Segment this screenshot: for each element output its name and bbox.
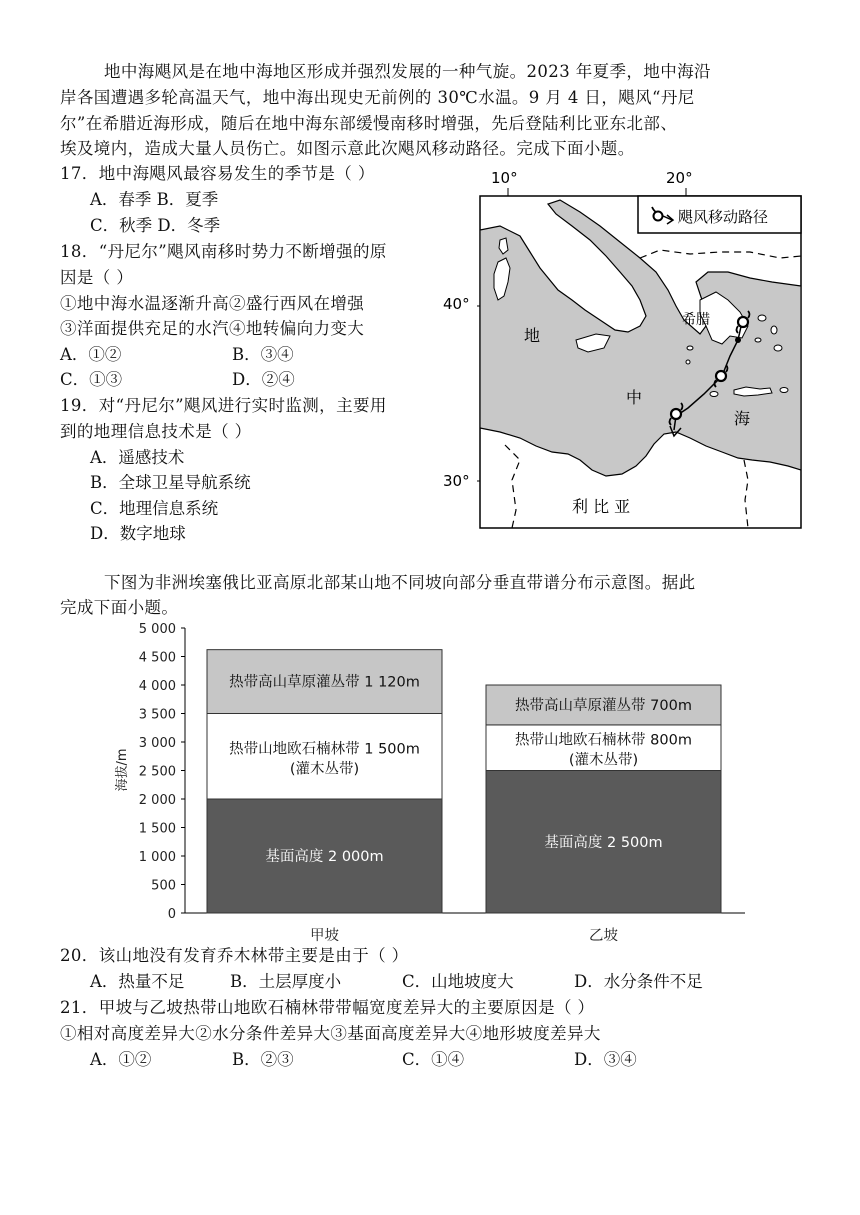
bar-label: 热带高山草原灌丛带 700m	[515, 697, 692, 714]
q18-option-d[interactable]: D．②④	[232, 370, 295, 389]
y-tick-label: 0	[167, 907, 176, 922]
bar-label: 热带高山草原灌丛带 1 120m	[229, 674, 420, 691]
q19-option-a[interactable]: A．遥感技术	[90, 448, 185, 467]
lat-label-30: 30°	[443, 472, 470, 490]
hurricane-track-map	[440, 162, 820, 534]
place-label-libya: 利 比 亚	[572, 497, 631, 516]
y-tick-label: 3 000	[138, 736, 176, 751]
q19-option-b[interactable]: B．全球卫星导航系统	[90, 473, 251, 492]
q19-stem-2: 到的地理信息技术是（ ）	[60, 422, 252, 441]
bar-sublabel: (灌木丛带)	[289, 761, 360, 778]
y-tick-label: 4 500	[138, 650, 176, 666]
bar-sublabel: (灌木丛带)	[568, 752, 639, 769]
q18-option-c[interactable]: C．①③	[60, 370, 123, 389]
sea-char-2: 中	[626, 388, 643, 407]
q20-option-a[interactable]: A．热量不足	[90, 972, 185, 991]
q20-option-c[interactable]: C．山地坡度大	[402, 972, 514, 991]
q21-option-c[interactable]: C．①④	[402, 1050, 465, 1069]
intro1-line2: 岸各国遭遇多轮高温天气，地中海出现史无前例的 30℃水温。9 月 4 日，飓风“丹尼	[60, 88, 695, 107]
q18-stem-1: 18．“丹尼尔”飓风南移时势力不断增强的原	[60, 242, 387, 261]
q21-option-b[interactable]: B．②③	[232, 1050, 294, 1069]
place-label-greece: 希腊	[682, 312, 710, 328]
y-tick-label: 2 500	[138, 764, 176, 780]
y-tick-label: 2 000	[138, 793, 176, 808]
intro2-line1: 下图为非洲埃塞俄比亚高原北部某山地不同坡向部分垂直带谱分布示意图。据此	[104, 573, 696, 592]
q17-options-cd[interactable]: C．秋季 D．冬季	[90, 216, 221, 235]
lon-label-10: 10°	[491, 169, 518, 187]
q20-option-b[interactable]: B．土层厚度小	[230, 972, 342, 991]
y-tick-label: 1 500	[138, 821, 176, 837]
x-category-label: 甲坡	[310, 928, 339, 944]
y-tick-label: 3 500	[138, 707, 176, 723]
y-tick-label: 4 000	[138, 679, 176, 694]
bar-label: 基面高度 2 000m	[265, 849, 384, 865]
q18-statements-2: ③洋面提供充足的水汽④地转偏向力变大	[60, 319, 365, 338]
y-axis-label: 海拔/m	[115, 748, 130, 792]
intro1-line4: 埃及境内，造成大量人员伤亡。如图示意此次飓风移动路径。完成下面小题。	[60, 139, 635, 158]
y-tick-label: 500	[151, 878, 176, 894]
intro1-line3: 尔”在希腊近海形成，随后在地中海东部缓慢南移时增强，先后登陆利比亚东北部、	[60, 114, 678, 133]
q18-option-b[interactable]: B．③④	[232, 345, 294, 364]
q19-option-c[interactable]: C．地理信息系统	[90, 499, 219, 518]
y-tick-label: 1 000	[138, 850, 176, 865]
q21-option-d[interactable]: D．③④	[574, 1050, 637, 1069]
q19-stem-1: 19．对“丹尼尔”飓风进行实时监测，主要用	[60, 396, 387, 415]
q18-statements-1: ①地中海水温逐渐升高②盛行西风在增强	[60, 294, 365, 313]
q18-stem-2: 因是（ ）	[60, 268, 134, 287]
q20-option-d[interactable]: D．水分条件不足	[574, 972, 703, 991]
lat-label-40: 40°	[443, 295, 470, 313]
lon-label-20: 20°	[666, 169, 693, 187]
q21-stem: 21．甲坡与乙坡热带山地欧石楠林带带幅宽度差异大的主要原因是（ ）	[60, 998, 595, 1017]
x-category-label: 乙坡	[589, 928, 618, 944]
bar-label: 热带山地欧石楠林带 1 500m	[229, 741, 420, 758]
q17-options-ab[interactable]: A．春季 B．夏季	[90, 190, 219, 209]
sea-char-1: 地	[524, 326, 541, 345]
vertical-zone-chart	[100, 618, 760, 948]
intro2-line2: 完成下面小题。	[60, 598, 179, 617]
q19-option-d[interactable]: D．数字地球	[90, 524, 186, 543]
intro1-line1: 地中海飓风是在地中海地区形成并强烈发展的一种气旋。2023 年夏季，地中海沿	[104, 62, 711, 81]
q21-option-a[interactable]: A．①②	[90, 1050, 152, 1069]
q20-stem: 20．该山地没有发育乔木林带主要是由于（ ）	[60, 946, 409, 965]
q21-statements: ①相对高度差异大②水分条件差异大③基面高度差异大④地形坡度差异大	[60, 1024, 601, 1043]
bar-label: 基面高度 2 500m	[544, 834, 663, 851]
q17-stem: 17．地中海飓风最容易发生的季节是（ ）	[60, 164, 375, 183]
bar-label: 热带山地欧石楠林带 800m	[515, 732, 692, 749]
y-tick-label: 5 000	[138, 622, 176, 637]
legend-label: 飓风移动路径	[678, 208, 769, 226]
sea-char-3: 海	[734, 409, 751, 428]
q18-option-a[interactable]: A．①②	[60, 345, 122, 364]
